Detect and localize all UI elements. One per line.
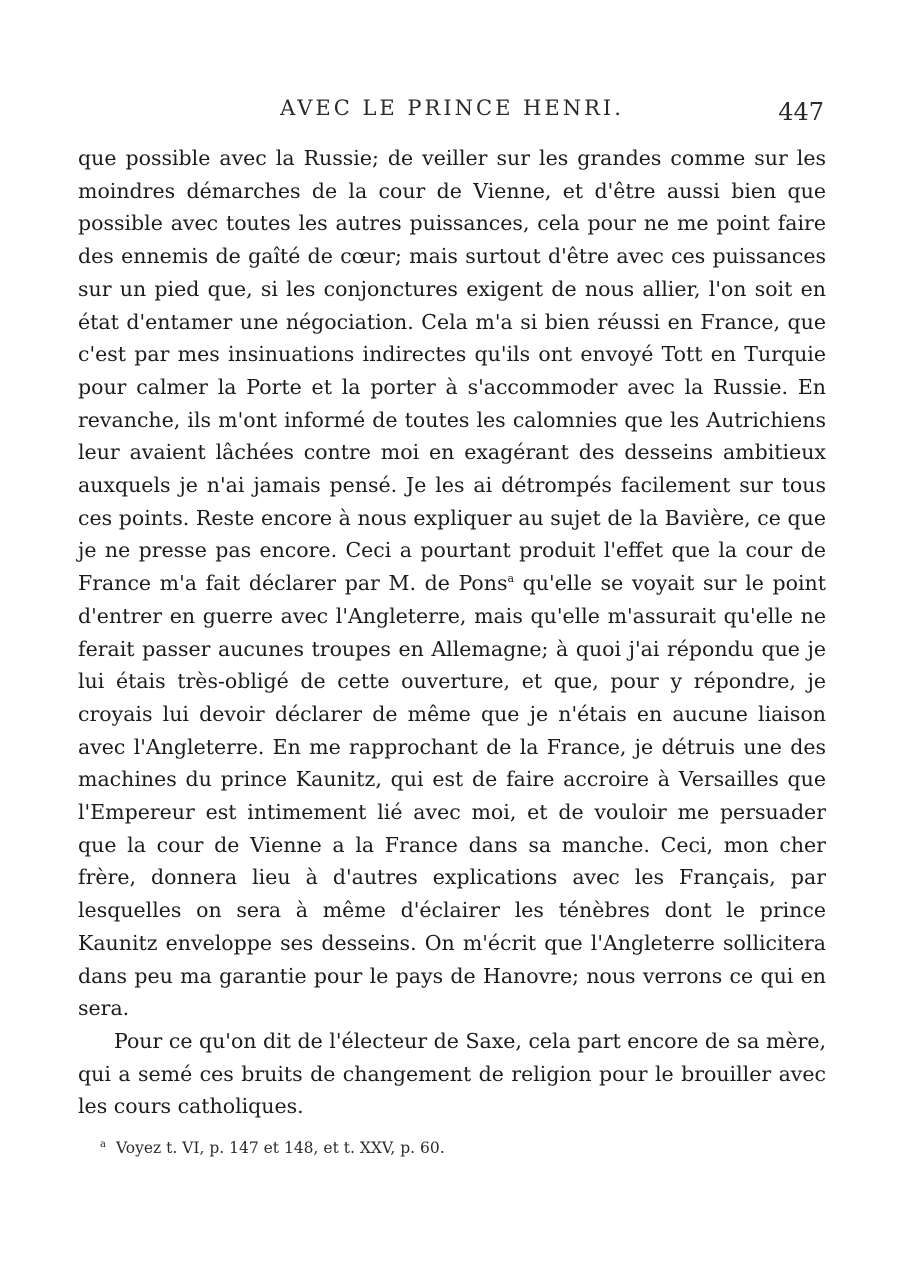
- paragraph: Pour ce qu'on dit de l'électeur de Saxe, cela part encore de sa mère, qui a semé ces bruits de changement de religion pour le brouiller avec les cours catholiques.: [78, 1028, 826, 1119]
- footnotes: [78, 1137, 826, 1159]
- footnote-label: a: [100, 1138, 106, 1150]
- book-page: [78, 96, 826, 1159]
- footnote: [100, 1137, 826, 1159]
- footnote-marker: a: [507, 572, 515, 586]
- page-number: 447: [778, 98, 824, 126]
- running-title: AVEC LE PRINCE HENRI.: [280, 96, 624, 120]
- paragraph-continued: [78, 142, 826, 1025]
- body-text: [78, 142, 826, 1123]
- paragraph-text-part-1: que possible avec la Russie; de veiller sur les grandes comme sur les moindres démarches de la cour de Vienne, et d'être aussi bien que possible avec toutes les autres puissances, cela pour ne me point faire des ennemis de gaîté de cœur; mais surtout d'être avec ces puissances sur un pied que, si les conjonctures exigent de nous allier, l'on soit en état d'entamer une négociation. Cela m'a si bien réussi en France, que c'est par mes insinuations indirectes qu'ils ont envoyé Tott en Turquie pour calmer la Porte et la porter à s'accommoder avec la Russie. En revanche, ils m'ont informé de toutes les calomnies que les Autrichiens leur avaient lâchées contre moi en exagérant des desseins ambitieux auxquels je n'ai jamais pensé. Je les ai détrompés facilement sur tous ces points. Reste encore à nous expliquer au sujet de la Bavière, ce que je ne presse pas encore. Ceci a pourtant produit l'effet que la cour de France m'a fait déclarer par M. de Pons: [78, 146, 826, 596]
- running-head: [78, 96, 826, 142]
- footnote-text: Voyez t. VI, p. 147 et 148, et t. XXV, p. 60.: [115, 1139, 445, 1158]
- paragraph-text-part-2: qu'elle se voyait sur le point d'entrer en guerre avec l'Angleterre, mais qu'elle m'assurait qu'elle ne ferait passer aucunes troupes en Allemagne; à quoi j'ai répondu que je lui étais très-obligé de cette ouverture, et que, pour y répondre, je croyais lui devoir déclarer de même que je n'étais en aucune liaison avec l'Angleterre. En me rapprochant de la France, je détruis une des machines du prince Kaunitz, qui est de faire accroire à Versailles que l'Empereur est intimement lié avec moi, et de vouloir me persuader que la cour de Vienne a la France dans sa manche. Ceci, mon cher frère, donnera lieu à d'autres explications avec les Français, par lesquelles on sera à même d'éclairer les ténèbres dont le prince Kaunitz enveloppe ses desseins. On m'écrit que l'Angleterre sollicitera dans peu ma garantie pour le pays de Hanovre; nous verrons ce qui en sera.: [78, 571, 826, 1021]
